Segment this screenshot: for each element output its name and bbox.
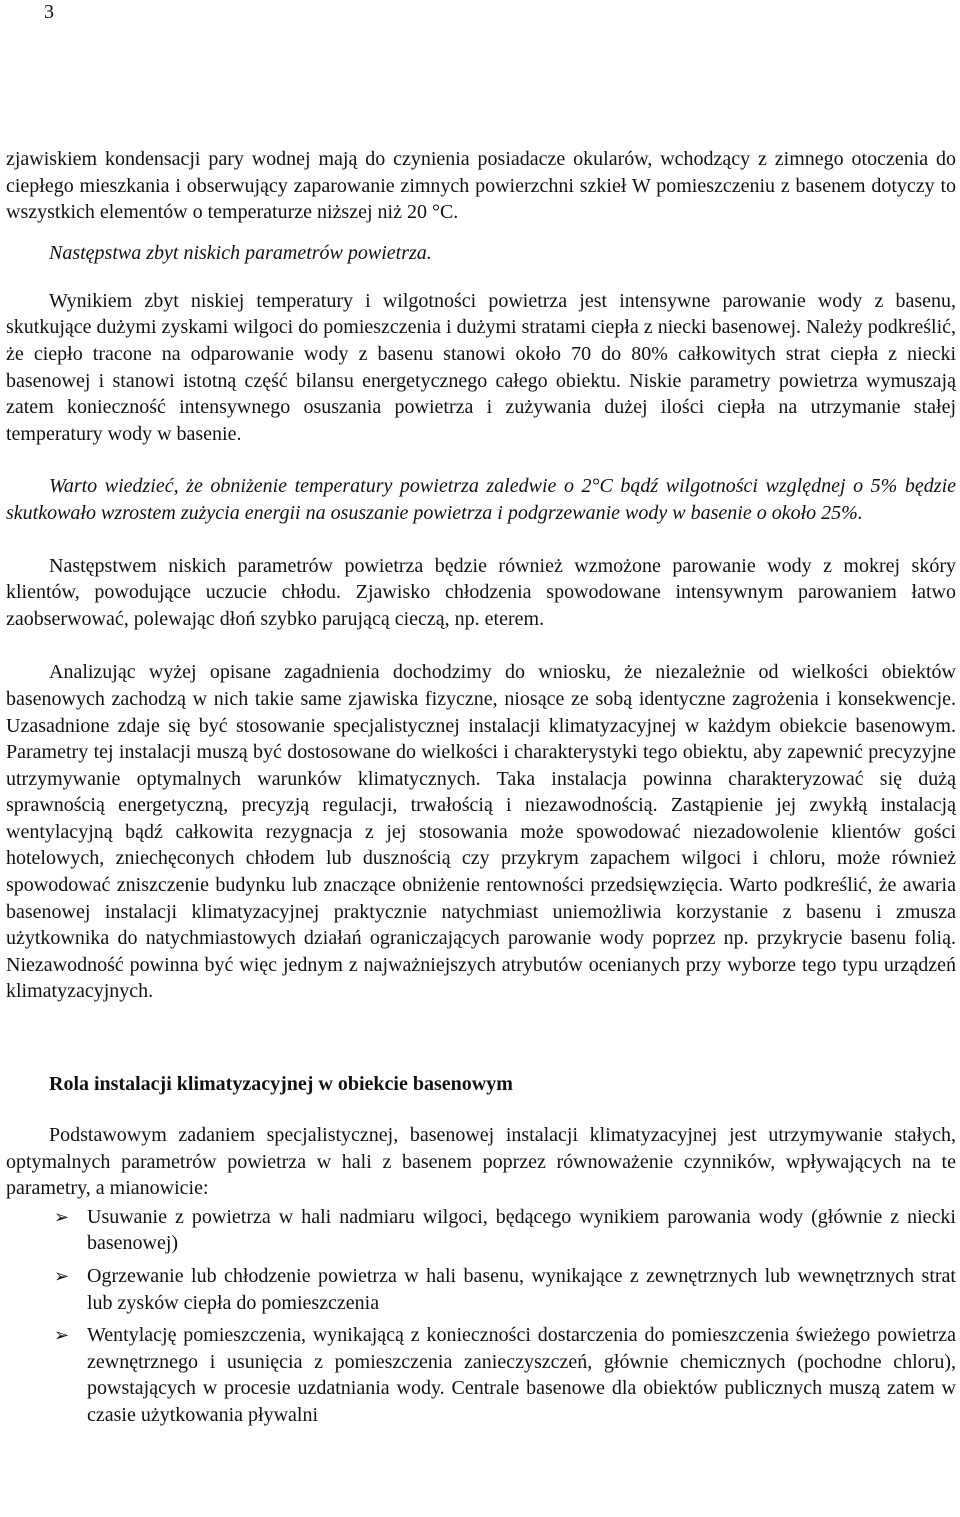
section-intro: Podstawowym zadaniem specjalistycznej, basenowej instalacji klimatyzacyjnej jest utrzymywanie stałych, optymalnych parametrów powietrza w hali z basenem poprzez równoważenie czynników, wpływających na te parametry, a mianowicie: xyxy=(6,1124,956,1200)
paragraph-evaporation: Wynikiem zbyt niskiej temperatury i wilgotności powietrza jest intensywne parowanie wody z basenu, skutkujące dużymi zyskami wilgoci do pomieszczenia i dużymi stratami ciepła z niecki basenowej. Należy podkreślić, że ciepło tracone na odparowanie wody z basenu stanowi około 70 do 80% całkowitych strat ciepła z niecki basenowej i stanowi istotną część bilansu energetycznego całego obiektu. Niskie parametry powietrza wymuszają zatem konieczność intensywnego osuszania powietrza i zużywania dużej ilości ciepła na utrzymanie stałej temperatury wody w basenie. xyxy=(6,289,956,445)
document-body xyxy=(6,146,956,1435)
page-number: 3 xyxy=(44,1,54,23)
paragraph-skin-evaporation: Następstwem niskich parametrów powietrza będzie również wzmożone parowanie wody z mokrej skóry klientów, powodujące uczucie chłodu. Zjawisko chłodzenia spowodowane intensywnym parowaniem łatwo zaobserwować, polewając dłoń szybko parującą cieczą, np. eterem. xyxy=(6,554,956,630)
paragraph-analysis: Analizując wyżej opisane zagadnienia dochodzimy do wniosku, że niezależnie od wielkości obiektów basenowych zachodzą w nich takie same zjawiska fizyczne, niosące ze sobą identyczne zagrożenia i konsekwencje. Uzasadnione zdaje się być stosowanie specjalistycznej instalacji klimatyzacyjnej w każdym obiekcie basenowym. Parametry tej instalacji muszą być dostosowane do wielkości i charakterystyki tego obiektu, aby zapewnić precyzyjne utrzymywanie optymalnych warunków klimatycznych. Taka instalacja powinna charakteryzować się dużą sprawnością energetyczną, precyzją regulacji, trwałością i niezawodnością. Zastąpienie jej zwykłą instalacją wentylacyjną bądź całkowita rezygnacja z jej stosowania może spowodować niezadowolenie klientów gości hotelowych, zniechęconych chłodem lub dusznością czy przykrym zapachem wilgoci i chloru, może również spowodować zniszczenie budynku lub znaczące obniżenie rentowności przedsięwzięcia. Warto podkreślić, że awaria basenowej instalacji klimatyzacyjnej praktycznie natychmiast uniemożliwia korzystanie z basenu i zmusza użytkownika do natychmiastowych działań ograniczających parowanie wody poprzez np. przykrycie basenu folią. Niezawodność powinna być więc jednym z najważniejszych atrybutów ocenianych przy wyborze tego typu urządzeń klimatyzacyjnych. xyxy=(6,661,956,1003)
section-heading: Rola instalacji klimatyzacyjnej w obiekcie basenowym xyxy=(49,1073,513,1096)
list-item xyxy=(6,1204,956,1257)
list-item xyxy=(6,1263,956,1316)
paragraph-condensation: zjawiskiem kondensacji pary wodnej mają do czynienia posiadacze okularów, wchodzący z zimnego otoczenia do ciepłego mieszkania i obserwujący zaparowanie zimnych powierzchni szkieł W pomieszczeniu z basenem dotyczy to wszystkich elementów o temperaturze niższej niż 20 °C. xyxy=(6,148,956,224)
list-item xyxy=(6,1322,956,1428)
paragraph-energy-note: Warto wiedzieć, że obniżenie temperatury powietrza zaledwie o 2°C bądź wilgotności względnej o 5% będzie skutkowało wzrostem zużycia energii na osuszanie powietrza i podgrzewanie wody w basenie o około 25%. xyxy=(6,475,956,524)
arrow-bullet-icon: ➢ xyxy=(54,1325,70,1347)
list-item-text: Ogrzewanie lub chłodzenie powietrza w hali basenu, wynikające z zewnętrznych lub wewnętrznych strat lub zysków ciepła do pomieszczenia xyxy=(87,1265,956,1314)
bullet-list xyxy=(6,1204,956,1429)
arrow-bullet-icon: ➢ xyxy=(54,1206,70,1228)
list-item-text: Usuwanie z powietrza w hali nadmiaru wilgoci, będącego wynikiem parowania wody (głównie z niecki basenowej) xyxy=(87,1205,956,1255)
arrow-bullet-icon: ➢ xyxy=(54,1266,70,1287)
subheading-consequences: Następstwa zbyt niskich parametrów powietrza. xyxy=(49,241,432,264)
list-item-text: Wentylację pomieszczenia, wynikającą z konieczności dostarczenia do pomieszczenia świeżego powietrza zewnętrznego i usunięcia z pomieszczenia zanieczyszczeń, głównie chemicznych (pochodne chloru), powstających w procesie uzdatniania wody. Centrale basenowe dla obiektów publicznych muszą zatem w czasie użytkowania pływalni xyxy=(87,1324,956,1426)
